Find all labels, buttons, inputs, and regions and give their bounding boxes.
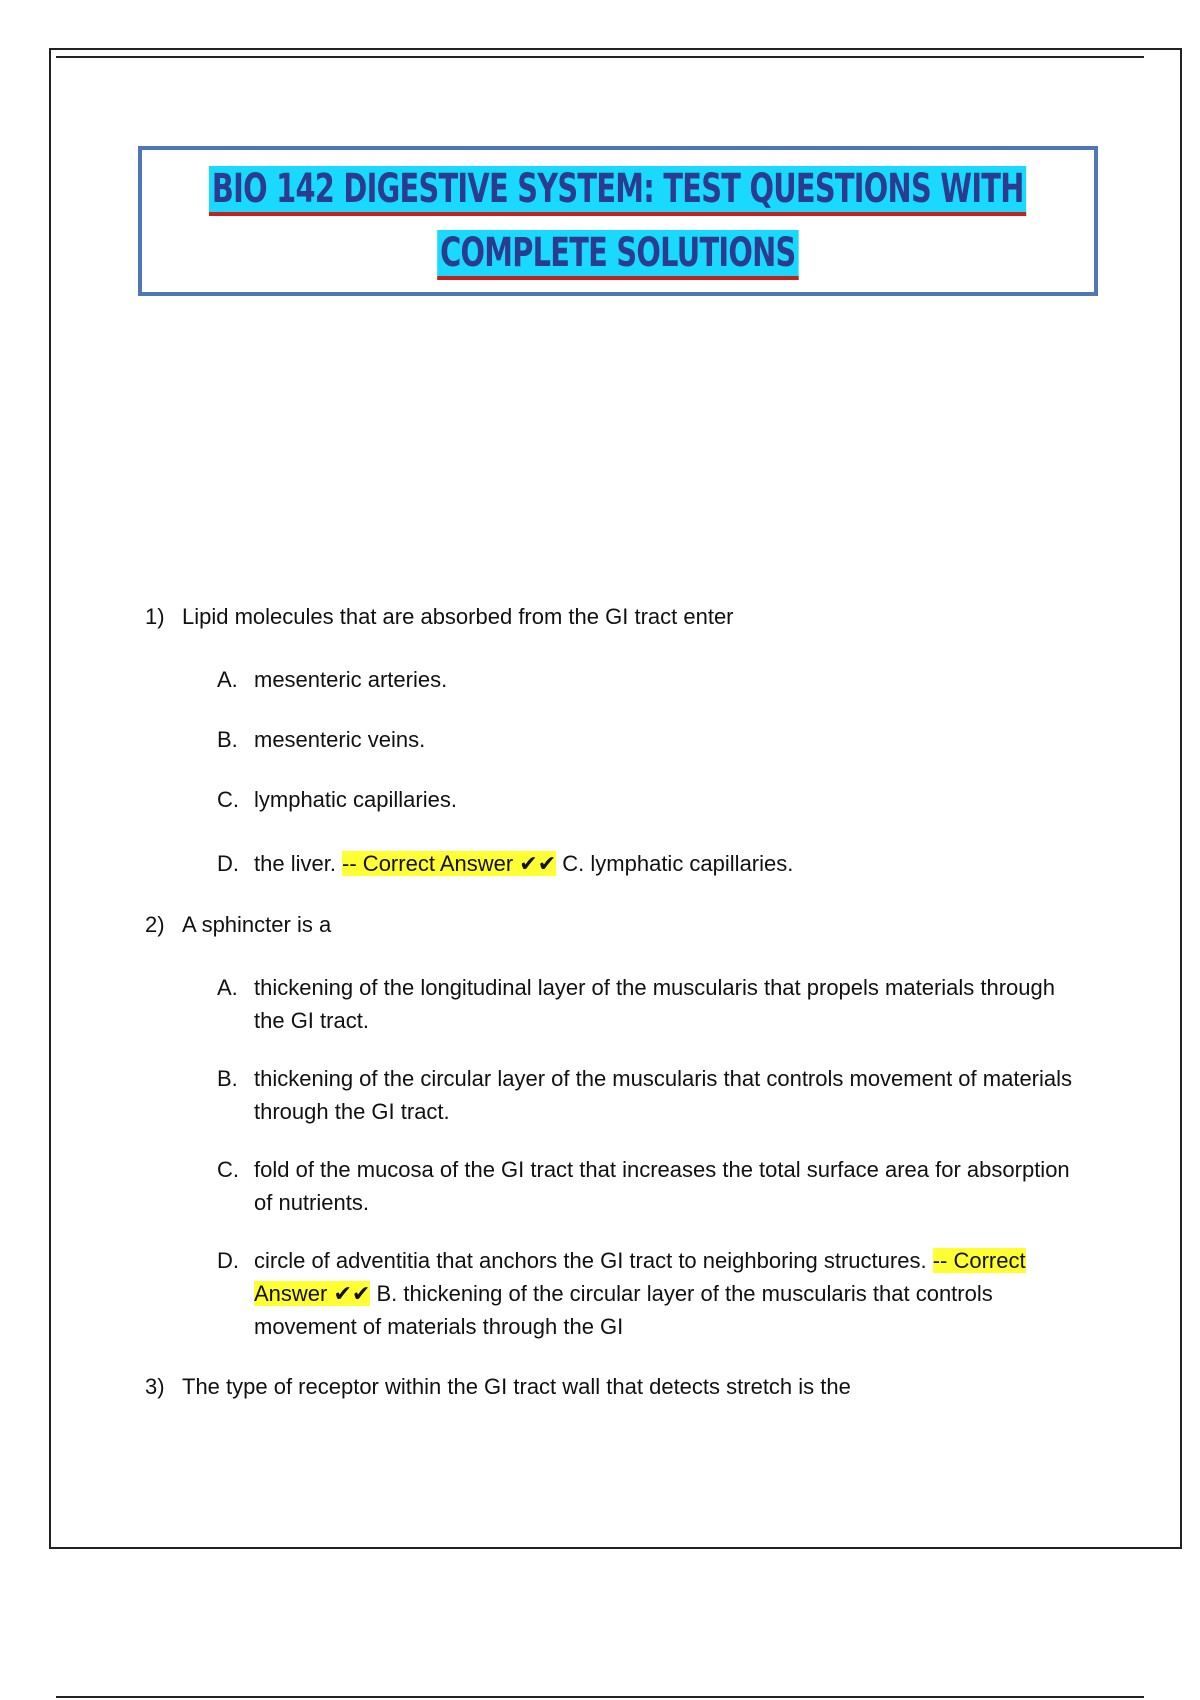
question-3 [145,1370,1145,1403]
option-text: the liver. [254,851,343,876]
option-letter: B. [217,727,238,752]
option-text: fold of the mucosa of the GI tract that increases the total surface area for absorption of nutrients. [254,1157,1070,1215]
option-letter: A. [217,975,238,1000]
title-line-2: COMPLETE SOLUTIONS [437,228,798,278]
option-1c [217,783,1077,816]
option-2c [217,1153,1077,1219]
option-text: circle of adventitia that anchors the GI tract to neighboring structures. [254,1248,933,1273]
option-letter: B. [217,1066,238,1091]
option-1b [217,723,1077,756]
question-number: 2) [145,912,165,937]
top-rule [56,56,1144,58]
question-number: 1) [145,604,165,629]
correct-answer-text: B. thickening of the circular layer of the muscularis that controls movement of materials through the GI [254,1281,993,1339]
question-number: 3) [145,1374,165,1399]
option-letter: D. [217,851,239,876]
correct-answer-text: C. lymphatic capillaries. [556,851,794,876]
question-text: The type of receptor within the GI tract wall that detects stretch is the [182,1374,851,1399]
option-text: mesenteric veins. [254,727,426,752]
option-2a [217,971,1077,1037]
option-letter: C. [217,1157,239,1182]
option-letter: A. [217,667,238,692]
correct-answer-marker: -- Correct Answer ✔✔ [254,1248,1026,1306]
option-text: thickening of the longitudinal layer of the muscularis that propels materials through the GI tract. [254,975,1056,1033]
option-letter: C. [217,787,239,812]
question-1 [145,600,1145,633]
option-2d [217,1244,1077,1343]
correct-answer-marker: -- Correct Answer ✔✔ [342,851,557,876]
title-box [138,146,1098,296]
option-1a [217,663,1077,696]
question-2 [145,908,1145,941]
option-1d [217,847,1077,880]
option-text: thickening of the circular layer of the muscularis that controls movement of materials through the GI tract. [254,1066,1073,1124]
question-text: A sphincter is a [182,912,332,937]
option-letter: D. [217,1248,239,1273]
question-text: Lipid molecules that are absorbed from the GI tract enter [182,604,734,629]
option-text: mesenteric arteries. [254,667,448,692]
option-2b [217,1062,1077,1128]
title-line-1: BIO 142 DIGESTIVE SYSTEM: TEST QUESTIONS WITH [209,164,1027,214]
option-text: lymphatic capillaries. [254,787,457,812]
bottom-rule [56,1696,1144,1698]
